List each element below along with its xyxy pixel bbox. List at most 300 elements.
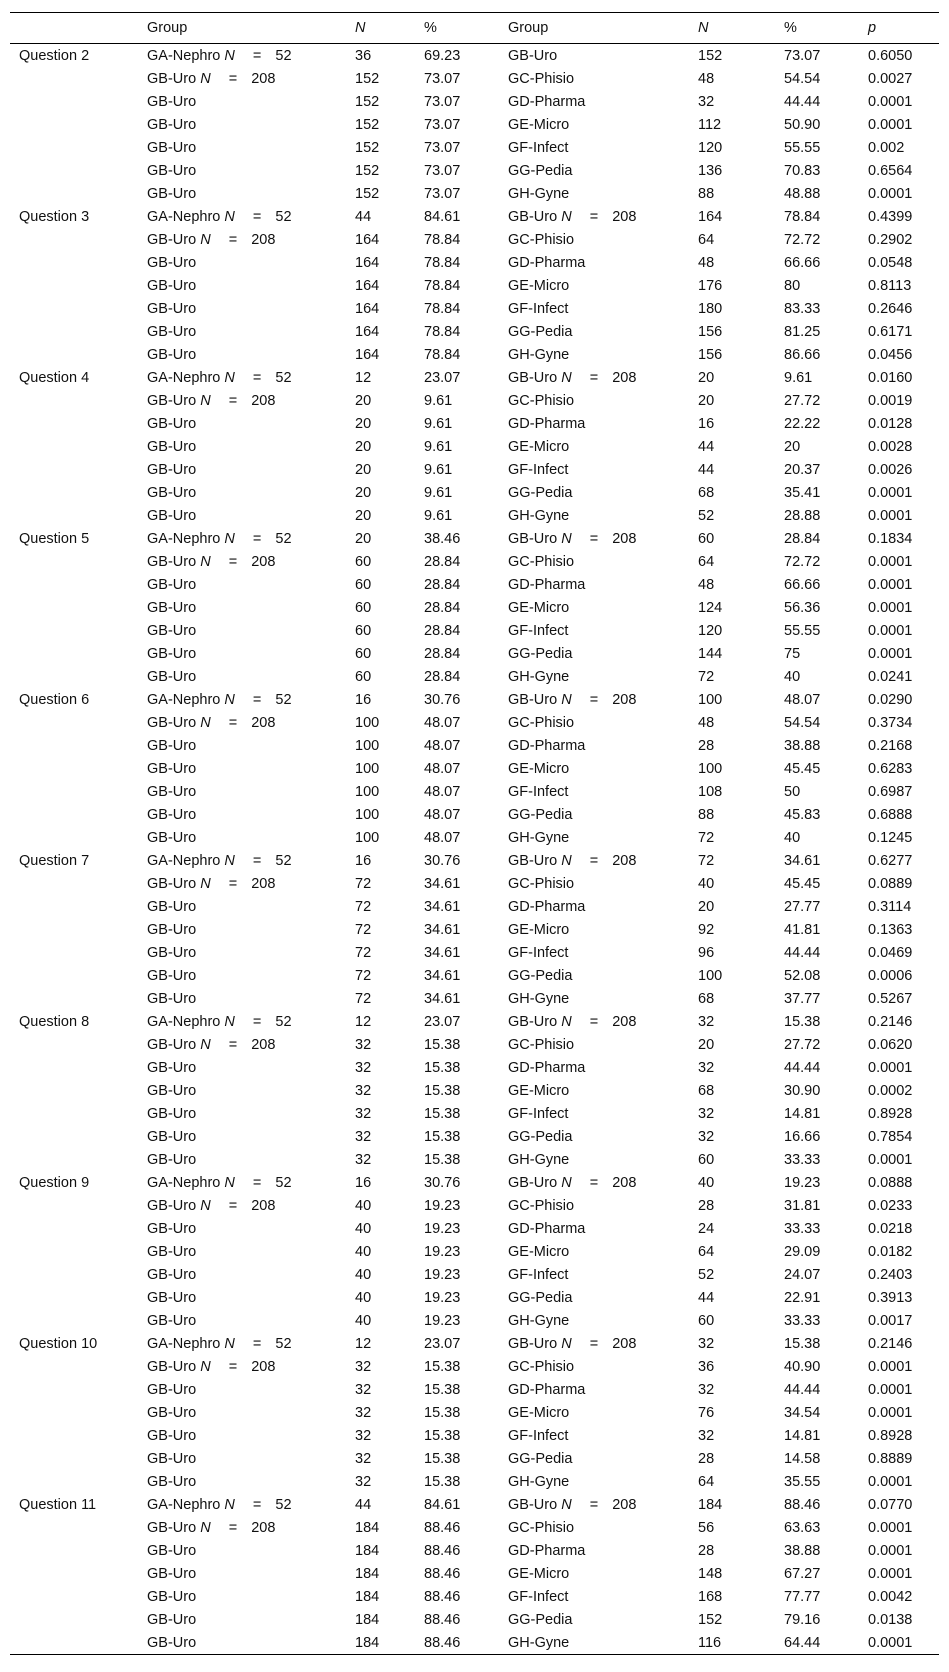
- pct-b: 67.27: [784, 1565, 821, 1582]
- p-value: 0.0001: [868, 1151, 913, 1168]
- group-b-cell: GC-Phisio: [508, 231, 575, 248]
- p-value: 0.0233: [868, 1197, 913, 1214]
- pct-b: 35.41: [784, 484, 821, 501]
- n-label: N: [561, 691, 572, 708]
- group-b-cell: GG-Pedia: [508, 1128, 573, 1145]
- group-a-cell: GB-Uro: [147, 599, 197, 616]
- n-label: N: [224, 1013, 235, 1030]
- n-label: N: [561, 1496, 572, 1513]
- group-b-cell: GH-Gyne: [508, 346, 570, 363]
- pct-b: 40: [784, 829, 801, 846]
- n-label: N: [200, 392, 211, 409]
- n-label: N: [561, 208, 572, 225]
- equals-sign: =: [228, 231, 238, 248]
- group-a-cell: [138, 228, 346, 251]
- n-b: 72: [698, 852, 715, 869]
- question-label-blank: [10, 458, 138, 481]
- n-label: N: [200, 1519, 211, 1536]
- group-a-cell: GB-Uro: [147, 277, 197, 294]
- pct-a: 78.84: [424, 323, 461, 340]
- n-a: 60: [355, 645, 372, 662]
- pct-b: 54.54: [784, 714, 821, 731]
- table-row: [10, 1240, 939, 1263]
- group-b-cell: GF-Infect: [508, 1266, 569, 1283]
- group-a-cell: GB-Uro: [147, 668, 197, 685]
- group-b-cell: GF-Infect: [508, 1588, 569, 1605]
- pct-a: 48.07: [424, 829, 461, 846]
- n-b: 100: [698, 760, 723, 777]
- group-a-cell: GB-Uro: [147, 1381, 197, 1398]
- pct-a: 84.61: [424, 1496, 461, 1513]
- table-row: [10, 803, 939, 826]
- p-value: 0.1834: [868, 530, 913, 547]
- p-value: 0.0218: [868, 1220, 913, 1237]
- p-value: 0.0001: [868, 576, 913, 593]
- pct-b: 81.25: [784, 323, 821, 340]
- group-a-cell: GB-Uro: [147, 461, 197, 478]
- pct-a: 30.76: [424, 691, 461, 708]
- group-b-cell: GC-Phisio: [508, 1036, 575, 1053]
- n-a: 164: [355, 323, 380, 340]
- equals-sign: =: [228, 553, 238, 570]
- n-a: 100: [355, 829, 380, 846]
- pct-a: 15.38: [424, 1128, 461, 1145]
- question-label-blank: [10, 918, 138, 941]
- table-row: [10, 458, 939, 481]
- group-b-cell: GG-Pedia: [508, 967, 573, 984]
- table-row: [10, 1286, 939, 1309]
- group-a-cell: [138, 1355, 346, 1378]
- pct-a: 15.38: [424, 1151, 461, 1168]
- n-a: 12: [355, 369, 372, 386]
- n-a: 72: [355, 967, 372, 984]
- group-a-cell: [138, 711, 346, 734]
- n-a: 72: [355, 990, 372, 1007]
- question-label-blank: [10, 826, 138, 849]
- pct-b: 22.22: [784, 415, 821, 432]
- n-label: N: [200, 875, 211, 892]
- equals-sign: =: [589, 530, 599, 547]
- n-a: 12: [355, 1013, 372, 1030]
- pct-a: 78.84: [424, 277, 461, 294]
- n-b: 144: [698, 645, 723, 662]
- n-b: 68: [698, 990, 715, 1007]
- table-row: [10, 872, 939, 895]
- n-b: 100: [698, 967, 723, 984]
- pct-a: 9.61: [424, 392, 453, 409]
- n-b: 116: [698, 1634, 722, 1651]
- pct-a: 48.07: [424, 737, 461, 754]
- equals-sign: =: [228, 70, 238, 87]
- table-row: [10, 1585, 939, 1608]
- pct-b: 45.45: [784, 760, 821, 777]
- n-b: 92: [698, 921, 715, 938]
- pct-b: 54.54: [784, 70, 821, 87]
- n-b: 184: [698, 1496, 723, 1513]
- n-a: 152: [355, 70, 380, 87]
- n-a: 60: [355, 668, 372, 685]
- group-name: GB-Uro: [508, 369, 558, 386]
- group-total: 52: [275, 369, 292, 386]
- n-b: 176: [698, 277, 723, 294]
- table-row: [10, 1562, 939, 1585]
- group-b-cell: GC-Phisio: [508, 714, 575, 731]
- pct-a: 19.23: [424, 1220, 461, 1237]
- table-row: [10, 780, 939, 803]
- n-b: 40: [698, 875, 715, 892]
- pct-a: 19.23: [424, 1266, 461, 1283]
- table-row: [10, 987, 939, 1010]
- pct-b: 66.66: [784, 254, 821, 271]
- question-label-blank: [10, 872, 138, 895]
- question-label-blank: [10, 964, 138, 987]
- table-row: [10, 1102, 939, 1125]
- pct-a: 78.84: [424, 254, 461, 271]
- group-a-cell: GB-Uro: [147, 1059, 197, 1076]
- group-a-cell: GB-Uro: [147, 806, 197, 823]
- pct-a: 15.38: [424, 1381, 461, 1398]
- p-value: 0.0002: [868, 1082, 913, 1099]
- header-blank: [10, 13, 138, 44]
- p-value: 0.0128: [868, 415, 913, 432]
- n-a: 164: [355, 346, 380, 363]
- pct-b: 28.84: [784, 530, 821, 547]
- n-a: 32: [355, 1105, 372, 1122]
- n-b: 48: [698, 576, 715, 593]
- pct-a: 34.61: [424, 875, 461, 892]
- n-a: 72: [355, 898, 372, 915]
- n-label: N: [561, 1013, 572, 1030]
- question-label-blank: [10, 1217, 138, 1240]
- p-value: 0.0001: [868, 1381, 913, 1398]
- group-name: GA-Nephro: [147, 47, 221, 64]
- p-value: 0.0001: [868, 1634, 913, 1651]
- n-label: N: [224, 47, 235, 64]
- group-a-cell: GB-Uro: [147, 898, 197, 915]
- group-total: 208: [251, 1519, 276, 1536]
- table-row: [10, 1447, 939, 1470]
- question-label-blank: [10, 757, 138, 780]
- table-row: [10, 113, 939, 136]
- table-row: [10, 389, 939, 412]
- group-b-cell: GE-Micro: [508, 760, 570, 777]
- n-label: N: [224, 530, 235, 547]
- question-label-blank: [10, 159, 138, 182]
- question-label-blank: [10, 1148, 138, 1171]
- n-a: 184: [355, 1611, 380, 1628]
- n-label: N: [561, 369, 572, 386]
- p-value: 0.2146: [868, 1335, 913, 1352]
- n-a: 32: [355, 1059, 372, 1076]
- p-value: 0.0548: [868, 254, 913, 271]
- question-label-blank: [10, 665, 138, 688]
- header-n-a: N: [355, 20, 366, 36]
- n-a: 32: [355, 1427, 372, 1444]
- pct-b: 44.44: [784, 944, 821, 961]
- table-row: [10, 1148, 939, 1171]
- pct-a: 9.61: [424, 484, 453, 501]
- group-name: GA-Nephro: [147, 1335, 221, 1352]
- group-b-cell: [499, 849, 689, 872]
- p-value: 0.0290: [868, 691, 913, 708]
- pct-a: 19.23: [424, 1289, 461, 1306]
- n-a: 16: [355, 1174, 372, 1191]
- group-a-cell: [138, 527, 346, 550]
- group-a-cell: [138, 67, 346, 90]
- question-label-blank: [10, 711, 138, 734]
- group-b-cell: [499, 688, 689, 711]
- pct-b: 50.90: [784, 116, 821, 133]
- n-label: N: [200, 1036, 211, 1053]
- n-label: N: [224, 1335, 235, 1352]
- table-row: [10, 67, 939, 90]
- table-row: [10, 1309, 939, 1332]
- table-row: [10, 1171, 939, 1194]
- group-b-cell: GC-Phisio: [508, 1358, 575, 1375]
- group-b-cell: GF-Infect: [508, 944, 569, 961]
- table-row: [10, 297, 939, 320]
- group-b-cell: GF-Infect: [508, 300, 569, 317]
- group-a-cell: GB-Uro: [147, 1289, 197, 1306]
- group-total: 208: [251, 1036, 276, 1053]
- n-b: 96: [698, 944, 715, 961]
- pct-a: 34.61: [424, 921, 461, 938]
- group-a-cell: GB-Uro: [147, 1473, 197, 1490]
- question-label: Question 3: [19, 208, 90, 225]
- n-a: 152: [355, 93, 380, 110]
- table-row: [10, 1217, 939, 1240]
- group-a-cell: GB-Uro: [147, 507, 197, 524]
- pct-a: 78.84: [424, 300, 461, 317]
- pct-b: 15.38: [784, 1335, 821, 1352]
- n-label: N: [200, 1197, 211, 1214]
- pct-a: 9.61: [424, 438, 453, 455]
- group-b-cell: GC-Phisio: [508, 392, 575, 409]
- pct-a: 88.46: [424, 1519, 461, 1536]
- pct-b: 79.16: [784, 1611, 821, 1628]
- group-a-cell: GB-Uro: [147, 1128, 197, 1145]
- group-a-cell: GB-Uro: [147, 1542, 197, 1559]
- group-b-cell: [499, 1493, 689, 1516]
- table-row: [10, 1056, 939, 1079]
- equals-sign: =: [252, 1013, 262, 1030]
- group-total: 52: [275, 691, 292, 708]
- p-value: 0.2168: [868, 737, 913, 754]
- group-b-cell: GE-Micro: [508, 1243, 570, 1260]
- n-a: 60: [355, 553, 372, 570]
- equals-sign: =: [252, 47, 262, 64]
- n-label: N: [224, 691, 235, 708]
- group-a-cell: [138, 366, 346, 389]
- p-value: 0.0001: [868, 553, 913, 570]
- pct-a: 19.23: [424, 1243, 461, 1260]
- n-b: 28: [698, 1542, 715, 1559]
- pct-a: 9.61: [424, 415, 453, 432]
- p-value: 0.3913: [868, 1289, 913, 1306]
- n-a: 164: [355, 300, 380, 317]
- n-b: 124: [698, 599, 723, 616]
- p-value: 0.0889: [868, 875, 913, 892]
- group-a-cell: GB-Uro: [147, 1082, 197, 1099]
- n-label: N: [200, 231, 211, 248]
- group-b-cell: GC-Phisio: [508, 875, 575, 892]
- table-row: [10, 412, 939, 435]
- equals-sign: =: [228, 1358, 238, 1375]
- group-b-cell: GF-Infect: [508, 622, 569, 639]
- question-label-blank: [10, 274, 138, 297]
- n-a: 60: [355, 622, 372, 639]
- n-b: 48: [698, 254, 715, 271]
- pct-b: 50: [784, 783, 801, 800]
- p-value: 0.002: [868, 139, 905, 156]
- n-label: N: [200, 70, 211, 87]
- table-row: [10, 757, 939, 780]
- header-group-b: Group: [508, 20, 549, 36]
- header-group-a: Group: [147, 20, 188, 36]
- question-label: Question 10: [19, 1335, 98, 1352]
- pct-a: 15.38: [424, 1473, 461, 1490]
- table-row: [10, 918, 939, 941]
- equals-sign: =: [589, 691, 599, 708]
- table-row: [10, 895, 939, 918]
- equals-sign: =: [589, 1335, 599, 1352]
- pct-a: 48.07: [424, 714, 461, 731]
- pct-b: 19.23: [784, 1174, 821, 1191]
- pct-b: 40.90: [784, 1358, 821, 1375]
- p-value: 0.0770: [868, 1496, 913, 1513]
- question-label-blank: [10, 1056, 138, 1079]
- equals-sign: =: [589, 852, 599, 869]
- group-total: 52: [275, 1496, 292, 1513]
- group-a-cell: [138, 389, 346, 412]
- group-total: 208: [612, 1013, 637, 1030]
- pct-a: 15.38: [424, 1450, 461, 1467]
- n-b: 76: [698, 1404, 715, 1421]
- group-b-cell: GG-Pedia: [508, 1450, 573, 1467]
- pct-a: 19.23: [424, 1197, 461, 1214]
- p-value: 0.0160: [868, 369, 913, 386]
- pct-b: 24.07: [784, 1266, 821, 1283]
- pct-b: 63.63: [784, 1519, 821, 1536]
- group-a-cell: GB-Uro: [147, 185, 197, 202]
- group-name: GA-Nephro: [147, 852, 221, 869]
- question-label-blank: [10, 941, 138, 964]
- group-b-cell: GF-Infect: [508, 461, 569, 478]
- pct-b: 83.33: [784, 300, 821, 317]
- question-label: Question 2: [19, 47, 90, 64]
- group-a-cell: GB-Uro: [147, 254, 197, 271]
- pct-a: 15.38: [424, 1358, 461, 1375]
- group-b-cell: GE-Micro: [508, 1404, 570, 1421]
- p-value: 0.6564: [868, 162, 913, 179]
- n-label: N: [224, 369, 235, 386]
- table-row: [10, 1079, 939, 1102]
- p-value: 0.0001: [868, 1519, 913, 1536]
- equals-sign: =: [228, 875, 238, 892]
- n-a: 20: [355, 507, 372, 524]
- pct-a: 48.07: [424, 783, 461, 800]
- question-label-blank: [10, 136, 138, 159]
- n-b: 100: [698, 691, 723, 708]
- pct-b: 73.07: [784, 47, 821, 64]
- group-b-cell: GG-Pedia: [508, 645, 573, 662]
- group-total: 52: [275, 1335, 292, 1352]
- group-a-cell: GB-Uro: [147, 415, 197, 432]
- n-a: 16: [355, 852, 372, 869]
- equals-sign: =: [589, 1013, 599, 1030]
- group-a-cell: [138, 849, 346, 872]
- group-b-cell: GE-Micro: [508, 599, 570, 616]
- pct-a: 73.07: [424, 93, 461, 110]
- table-row: [10, 44, 939, 68]
- table-row: [10, 1516, 939, 1539]
- pct-a: 73.07: [424, 185, 461, 202]
- question-label: Question 6: [19, 691, 90, 708]
- p-value: 0.8113: [868, 277, 912, 294]
- n-a: 16: [355, 691, 372, 708]
- pct-a: 73.07: [424, 116, 461, 133]
- table-row: [10, 665, 939, 688]
- pct-b: 48.88: [784, 185, 821, 202]
- group-b-cell: GH-Gyne: [508, 668, 570, 685]
- pct-a: 15.38: [424, 1036, 461, 1053]
- n-label: N: [200, 714, 211, 731]
- table-row: [10, 251, 939, 274]
- n-b: 64: [698, 1473, 715, 1490]
- n-a: 40: [355, 1220, 372, 1237]
- group-total: 208: [251, 714, 276, 731]
- n-a: 40: [355, 1266, 372, 1283]
- table-row: [10, 1378, 939, 1401]
- group-b-cell: GH-Gyne: [508, 1473, 570, 1490]
- pct-b: 88.46: [784, 1496, 821, 1513]
- group-name: GB-Uro: [508, 852, 558, 869]
- group-name: GB-Uro: [508, 1013, 558, 1030]
- group-a-cell: GB-Uro: [147, 783, 197, 800]
- group-a-cell: GB-Uro: [147, 737, 197, 754]
- p-value: 0.2146: [868, 1013, 913, 1030]
- n-a: 20: [355, 415, 372, 432]
- equals-sign: =: [252, 691, 262, 708]
- question-label: Question 11: [19, 1496, 97, 1513]
- group-a-cell: [138, 1194, 346, 1217]
- n-b: 20: [698, 1036, 715, 1053]
- n-b: 32: [698, 1335, 715, 1352]
- group-a-cell: GB-Uro: [147, 323, 197, 340]
- table-row: [10, 964, 939, 987]
- p-value: 0.8928: [868, 1427, 913, 1444]
- group-a-cell: GB-Uro: [147, 1588, 197, 1605]
- table-row: [10, 1470, 939, 1493]
- pct-b: 31.81: [784, 1197, 821, 1214]
- n-a: 32: [355, 1473, 372, 1490]
- p-value: 0.6987: [868, 783, 913, 800]
- pct-b: 38.88: [784, 737, 821, 754]
- pct-a: 78.84: [424, 231, 461, 248]
- p-value: 0.4399: [868, 208, 913, 225]
- pct-b: 14.81: [784, 1105, 821, 1122]
- pct-b: 72.72: [784, 553, 821, 570]
- table-row: [10, 527, 939, 550]
- question-label-blank: [10, 1125, 138, 1148]
- pct-a: 73.07: [424, 139, 461, 156]
- pct-b: 45.45: [784, 875, 821, 892]
- question-label-blank: [10, 596, 138, 619]
- group-a-cell: [138, 872, 346, 895]
- pct-b: 20: [784, 438, 801, 455]
- p-value: 0.0888: [868, 1174, 913, 1191]
- p-value: 0.6283: [868, 760, 913, 777]
